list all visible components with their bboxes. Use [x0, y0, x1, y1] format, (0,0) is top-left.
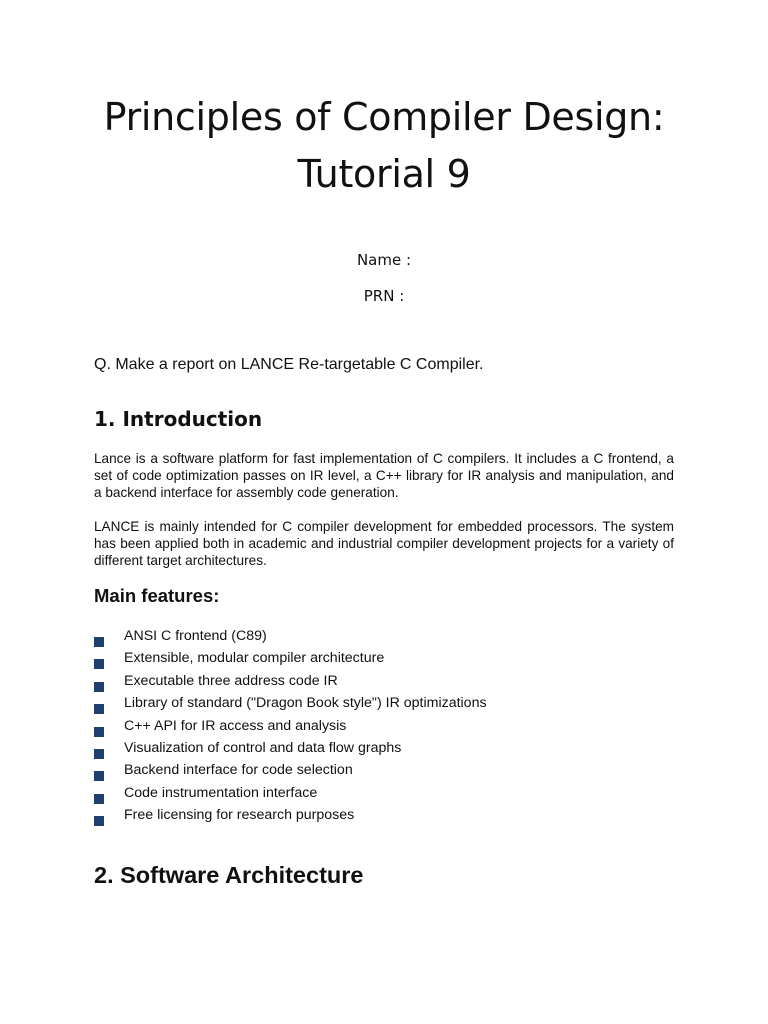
square-bullet-icon [94, 749, 104, 759]
feature-text: Backend interface for code selection [124, 762, 353, 779]
feature-text: Executable three address code IR [124, 672, 338, 689]
feature-text: Visualization of control and data flow graphs [124, 739, 402, 756]
square-bullet-icon [94, 704, 104, 714]
list-item [94, 671, 694, 693]
square-bullet-icon [94, 727, 104, 737]
main-features-heading: Main features: [94, 585, 220, 606]
square-bullet-icon [94, 659, 104, 669]
question-text: Q. Make a report on LANCE Re-targetable C Compiler. [94, 356, 484, 373]
list-item [94, 805, 694, 827]
feature-text: Library of standard ("Dragon Book style") IR optimizations [124, 695, 487, 712]
square-bullet-icon [94, 637, 104, 647]
feature-text: Code instrumentation interface [124, 784, 318, 801]
feature-text: Extensible, modular compiler architecture [124, 650, 385, 667]
intro-paragraph-1: Lance is a software platform for fast implementation of C compilers. It includes a C frontend, a set of code optimization passes on IR level, a C++ library for IR analysis and manipulation, and a backend interface for assembly code generation. [94, 451, 674, 500]
prn-label: PRN : [363, 287, 405, 305]
feature-text: ANSI C frontend (C89) [124, 628, 267, 644]
list-item [94, 626, 694, 648]
document-title-line-1: Principles of Compiler Design: [103, 95, 665, 139]
square-bullet-icon [94, 816, 104, 826]
document-title-line-2: Tutorial 9 [297, 152, 471, 196]
list-item [94, 693, 694, 715]
list-item [94, 783, 694, 805]
intro-paragraph-2: LANCE is mainly intended for C compiler development for embedded processors. The system has been applied both in academic and industrial compiler development projects for a variety of different target architectures. [94, 519, 674, 568]
square-bullet-icon [94, 794, 104, 804]
square-bullet-icon [94, 771, 104, 781]
list-item [94, 760, 694, 782]
feature-text: C++ API for IR access and analysis [124, 717, 347, 734]
section-1-heading: 1. Introduction [94, 407, 263, 431]
features-list [94, 626, 694, 828]
square-bullet-icon [94, 682, 104, 692]
list-item [94, 648, 694, 670]
feature-text: Free licensing for research purposes [124, 807, 355, 824]
list-item [94, 716, 694, 738]
list-item [94, 738, 694, 760]
section-2-heading: 2. Software Architecture [94, 862, 364, 888]
name-label: Name : [356, 251, 412, 269]
